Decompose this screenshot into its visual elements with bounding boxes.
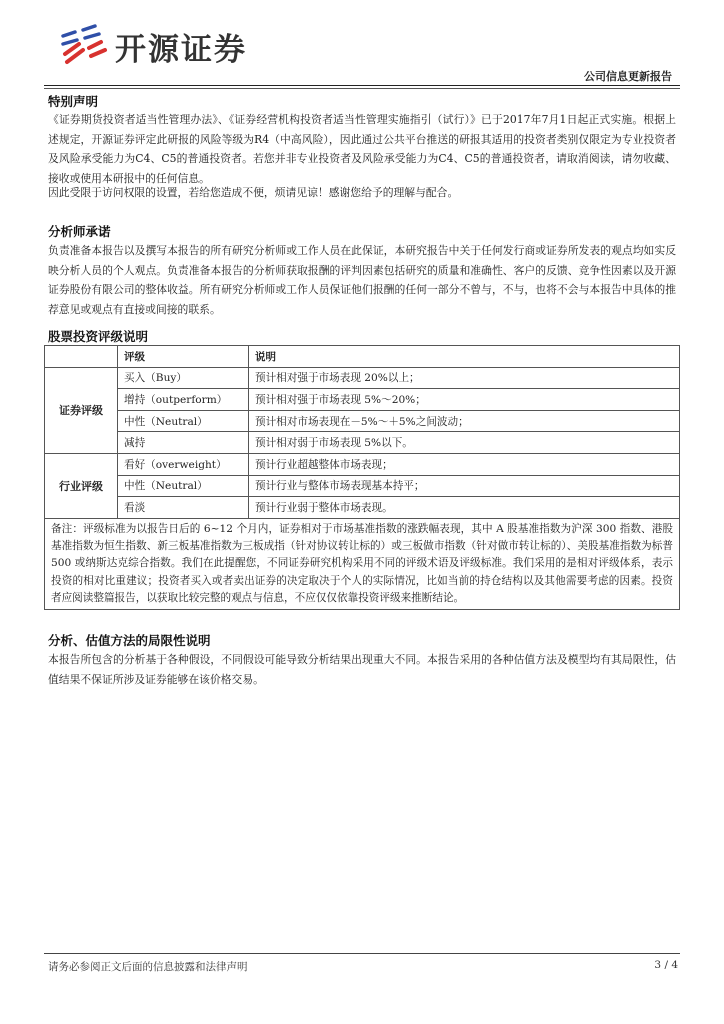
report-type: 公司信息更新报告 <box>584 70 672 83</box>
rating-cell: 买入（Buy） <box>118 367 249 389</box>
rating-table <box>44 345 680 610</box>
header-rule <box>44 85 680 86</box>
table-row <box>45 367 680 389</box>
desc-cell: 预计行业弱于整体市场表现。 <box>249 497 680 519</box>
table-row <box>45 389 680 411</box>
desc-cell: 预计相对强于市场表现 5%～20%； <box>249 389 680 411</box>
rating-cell: 看好（overweight） <box>118 453 249 475</box>
table-header-empty <box>45 346 118 368</box>
rating-cell: 中性（Neutral） <box>118 410 249 432</box>
table-row <box>45 453 680 475</box>
table-row <box>45 475 680 497</box>
rating-cell: 减持 <box>118 432 249 454</box>
footer-disclaimer: 请务必参阅正文后面的信息披露和法律声明 <box>48 961 248 973</box>
desc-cell: 预计行业与整体市场表现基本持平； <box>249 475 680 497</box>
limitations-paragraph: 本报告所包含的分析基于各种假设，不同假设可能导致分析结果出现重大不同。本报告采用的各种估值方法及模型均有其局限性，估值结果不保证所涉及证券能够在该价格交易。 <box>48 653 676 686</box>
industry-rating-group: 行业评级 <box>45 453 118 518</box>
desc-cell: 预计相对市场表现在－5%～＋5%之间波动； <box>249 410 680 432</box>
footer-rule <box>44 953 680 954</box>
special-statement-paragraph: 《证券期货投资者适当性管理办法》、《证券经营机构投资者适当性管理实施指引（试行）》已于2017年7月1日起正式实施。根据上述规定，开源证券评定此研报的风险等级为R4（中高风险），因此通过公共平台推送的研报其适用的投资者类别仅限定为专业投资者及风险承受能力为C4、C5的普通投资者。若您并非专业投资者及风险承受能力为C4、C5的普通投资者，请取消阅读，请勿收藏、接收或使用本研报中的任何信息。 <box>48 113 676 185</box>
rating-note: 备注：评级标准为以报告日后的 6~12 个月内，证券相对于市场基准指数的涨跌幅表现，其中 A 股基准指数为沪深 300 指数、港股基准指数为恒生指数、新三板基准指数为三板成指（针对协议转让标的）或三板做市指数（针对做市转让标的）、美股基准指数为标普 500 或纳斯达克综合指数。我们在此提醒您，不同证券研究机构采用不同的评级术语及评级标准。我们采用的是相对评级体系，表示投资的相对比重建议；投资者买入或者卖出证券的决定取决于个人的实际情况，比如当前的持仓结构以及其他需要考虑的因素。投资者应阅读整篇报告，以获取比较完整的观点与信息，不应仅仅依靠投资评级来推断结论。 <box>45 518 680 609</box>
special-statement-paragraph-2: 因此受限于访问权限的设置，若给您造成不便，烦请见谅！感谢您给予的理解与配合。 <box>48 186 459 199</box>
special-statement-title: 特别声明 <box>48 94 99 109</box>
stock-rating-group: 证券评级 <box>45 367 118 453</box>
table-header-desc: 说明 <box>249 346 680 368</box>
desc-cell: 预计行业超越整体市场表现； <box>249 453 680 475</box>
analyst-commitment-title: 分析师承诺 <box>48 224 111 239</box>
desc-cell: 预计相对强于市场表现 20%以上； <box>249 367 680 389</box>
kaiyuan-logo-icon <box>55 22 111 70</box>
table-header-row <box>45 346 680 368</box>
table-row <box>45 497 680 519</box>
rating-cell: 增持（outperform） <box>118 389 249 411</box>
table-header-rating: 评级 <box>118 346 249 368</box>
analyst-commitment-paragraph: 负责准备本报告以及撰写本报告的所有研究分析师或工作人员在此保证，本研究报告中关于任何发行商或证券所发表的观点均如实反映分析人员的个人观点。负责准备本报告的分析师获取报酬的评判因素包括研究的质量和准确性、客户的反馈、竞争性因素以及开源证券股份有限公司的整体收益。所有研究分析师或工作人员保证他们报酬的任何一部分不曾与，不与，也将不会与本报告中具体的推荐意见或观点有直接或间接的联系。 <box>48 244 676 316</box>
company-logo <box>55 22 247 70</box>
table-note-row <box>45 518 680 609</box>
rating-cell: 看淡 <box>118 497 249 519</box>
brand-name: 开源证券 <box>115 31 247 68</box>
limitations-title: 分析、估值方法的局限性说明 <box>48 633 211 648</box>
rating-explanation-title: 股票投资评级说明 <box>48 329 149 344</box>
header-rule-thin <box>44 88 680 89</box>
table-row <box>45 432 680 454</box>
page-number: 3 / 4 <box>654 959 678 971</box>
rating-cell: 中性（Neutral） <box>118 475 249 497</box>
desc-cell: 预计相对弱于市场表现 5%以下。 <box>249 432 680 454</box>
table-row <box>45 410 680 432</box>
